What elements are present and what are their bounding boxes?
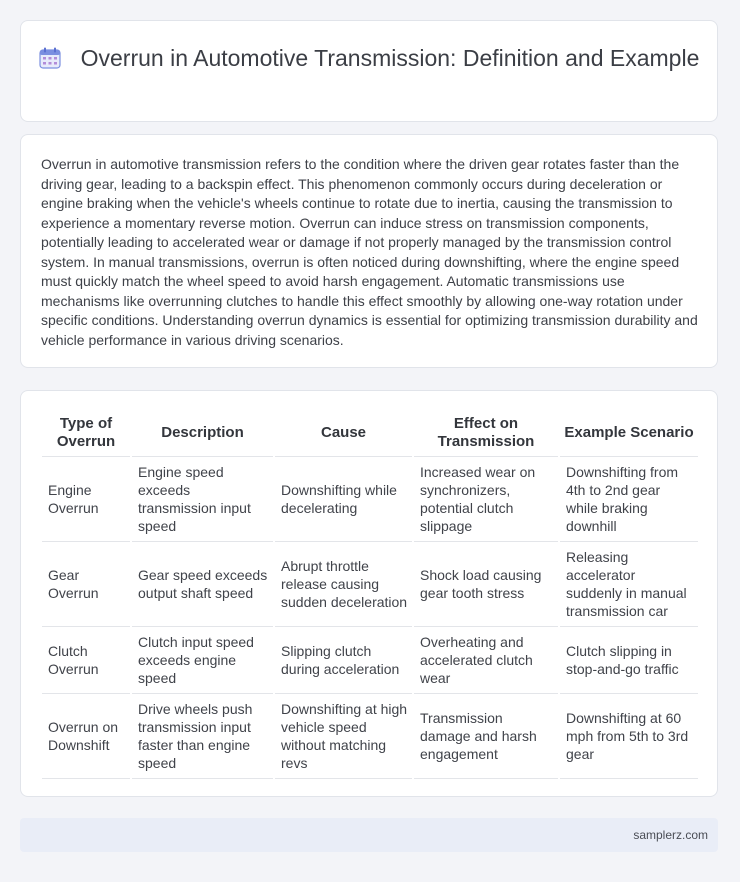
page-title: Overrun in Automotive Transmission: Definition and Example	[80, 45, 700, 71]
header-card	[20, 20, 718, 122]
table-cell: Engine Overrun	[42, 457, 131, 542]
footer-bar	[20, 818, 718, 852]
table-card	[20, 390, 718, 797]
table-cell: Clutch input speed exceeds engine speed	[131, 627, 274, 694]
table-cell: Gear speed exceeds output shaft speed	[131, 542, 274, 627]
column-header: Cause	[274, 412, 413, 457]
table-cell: Downshifting from 4th to 2nd gear while braking downhill	[559, 457, 698, 542]
overrun-table	[42, 412, 698, 779]
column-header: Type of Overrun	[42, 412, 131, 457]
table-cell: Shock load causing gear tooth stress	[413, 542, 559, 627]
table-cell: Downshifting at high vehicle speed without matching revs	[274, 694, 413, 779]
table-cell: Increased wear on synchronizers, potential clutch slippage	[413, 457, 559, 542]
footer-site-link[interactable]: samplerz.com	[633, 828, 708, 842]
table-cell: Clutch Overrun	[42, 627, 131, 694]
column-header: Description	[131, 412, 274, 457]
table-cell: Engine speed exceeds transmission input speed	[131, 457, 274, 542]
column-header: Example Scenario	[559, 412, 698, 457]
table-cell: Drive wheels push transmission input faster than engine speed	[131, 694, 274, 779]
table-row	[42, 627, 698, 694]
table-header-row	[42, 412, 698, 457]
table-cell: Clutch slipping in stop-and-go traffic	[559, 627, 698, 694]
intro-paragraph: Overrun in automotive transmission refers to the condition where the driven gear rotates faster than the driving gear, leading to a backspin effect. This phenomenon commonly occurs during deceleration or engine braking when the vehicle's wheels continue to rotate due to inertia, causing the transmission to experience a momentary reverse motion. Overrun can induce stress on transmission components, potentially leading to accelerated wear or damage if not properly managed by the transmission control system. In manual transmissions, overrun is often noticed during downshifting, where the engine speed must quickly match the wheel speed to avoid harsh engagement. Automatic transmissions use mechanisms like overrunning clutches to handle this effect smoothly by allowing one-way rotation under specific conditions. Understanding overrun dynamics is essential for optimizing transmission durability and vehicle performance in various driving scenarios.	[41, 156, 698, 348]
table-cell: Overheating and accelerated clutch wear	[413, 627, 559, 694]
table-row	[42, 457, 698, 542]
table-cell: Transmission damage and harsh engagement	[413, 694, 559, 779]
table-row	[42, 542, 698, 627]
table-cell: Downshifting while decelerating	[274, 457, 413, 542]
intro-card	[20, 134, 718, 368]
table-cell: Overrun on Downshift	[42, 694, 131, 779]
calendar-icon	[39, 47, 61, 69]
table-row	[42, 694, 698, 779]
page-title-wrap	[21, 44, 717, 73]
table-cell: Downshifting at 60 mph from 5th to 3rd gear	[559, 694, 698, 779]
table-cell: Gear Overrun	[42, 542, 131, 627]
column-header: Effect on Transmission	[413, 412, 559, 457]
table-cell: Releasing accelerator suddenly in manual transmission car	[559, 542, 698, 627]
table-cell: Slipping clutch during acceleration	[274, 627, 413, 694]
table-cell: Abrupt throttle release causing sudden deceleration	[274, 542, 413, 627]
